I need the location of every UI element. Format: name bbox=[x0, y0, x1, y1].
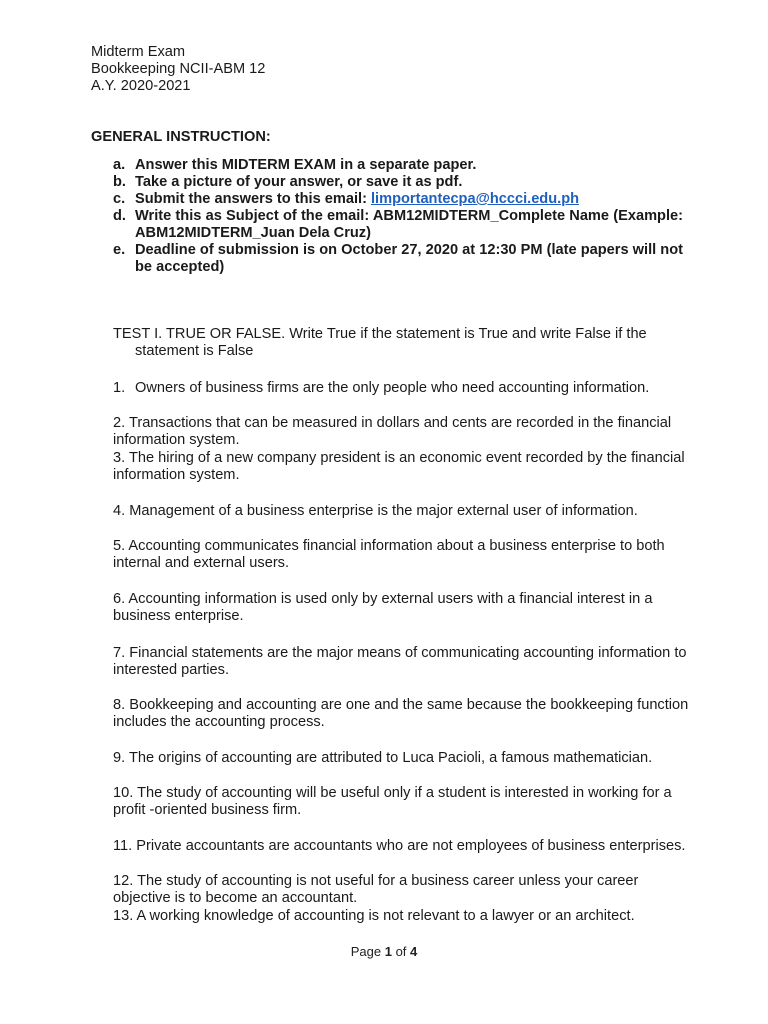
instruction-item bbox=[113, 191, 683, 208]
page-number: 1 bbox=[384, 944, 392, 959]
question-item: 7. Financial statements are the major means of communicating accounting information to interested parties. bbox=[113, 645, 687, 678]
instruction-marker: a. bbox=[113, 157, 126, 173]
question-item: 11. Private accountants are accountants who are not employees of business enterprises. bbox=[113, 838, 686, 854]
instruction-marker: c. bbox=[113, 191, 126, 207]
page-footer bbox=[0, 943, 768, 960]
question-item: 5. Accounting communicates financial information about a business enterprise to both internal and external users. bbox=[113, 538, 665, 571]
document-header bbox=[91, 44, 265, 95]
question-item: 10. The study of accounting will be useful only if a student is interested in working for a profit -oriented business firm. bbox=[113, 785, 672, 818]
page-word: Page bbox=[350, 944, 385, 959]
question-item: 8. Bookkeeping and accounting are one and the same because the bookkeeping function includes the accounting process. bbox=[113, 697, 689, 730]
question-item bbox=[113, 380, 715, 397]
instruction-marker: b. bbox=[113, 174, 126, 190]
test-heading-line: TEST I. TRUE OR FALSE. Write True if the statement is True and write False if the bbox=[113, 326, 647, 342]
instruction-text: Submit the answers to this email: bbox=[135, 191, 371, 207]
page-total: 4 bbox=[410, 944, 418, 959]
question-item: 12. The study of accounting is not useful for a business career unless your career objective is to become an accountant. bbox=[113, 873, 639, 906]
test-heading-line: statement is False bbox=[135, 343, 254, 359]
instruction-marker: d. bbox=[113, 208, 126, 224]
question-item: 3. The hiring of a new company president is an economic event recorded by the financial information system. bbox=[113, 450, 685, 483]
instruction-item bbox=[113, 208, 683, 242]
instruction-item bbox=[113, 174, 683, 191]
instruction-item bbox=[113, 157, 683, 174]
question-item: 4. Management of a business enterprise is the major external user of information. bbox=[113, 503, 638, 519]
of-word: of bbox=[391, 944, 411, 959]
course-name: Bookkeeping NCII-ABM 12 bbox=[91, 61, 266, 77]
email-link[interactable]: limportantecpa@hccci.edu.ph bbox=[370, 191, 580, 207]
instruction-list bbox=[113, 157, 683, 276]
instruction-text: Take a picture of your answer, or save it as pdf. bbox=[135, 174, 463, 190]
exam-title: Midterm Exam bbox=[91, 44, 186, 60]
instruction-text: Write this as Subject of the email: ABM12MIDTERM_Complete Name (Example: ABM12MIDTERM_Juan Dela Cruz) bbox=[135, 208, 683, 241]
general-instruction-title: GENERAL INSTRUCTION: bbox=[91, 129, 271, 145]
instruction-text-with-email bbox=[135, 191, 683, 208]
question-item: 13. A working knowledge of accounting is not relevant to a lawyer or an architect. bbox=[113, 908, 635, 924]
instruction-marker: e. bbox=[113, 242, 126, 258]
question-item: 2. Transactions that can be measured in dollars and cents are recorded in the financial information system. bbox=[113, 415, 672, 448]
test-heading bbox=[113, 326, 683, 360]
question-marker: 1. bbox=[113, 380, 126, 396]
question-text: Owners of business firms are the only people who need accounting information. bbox=[135, 380, 650, 396]
instruction-text: Answer this MIDTERM EXAM in a separate paper. bbox=[135, 157, 477, 173]
question-item: 9. The origins of accounting are attributed to Luca Pacioli, a famous mathematician. bbox=[113, 750, 653, 766]
academic-year: A.Y. 2020-2021 bbox=[91, 78, 191, 94]
instruction-text: Deadline of submission is on October 27, 2020 at 12:30 PM (late papers will not be accepted) bbox=[135, 242, 683, 275]
question-item: 6. Accounting information is used only by external users with a financial interest in a business enterprise. bbox=[113, 591, 653, 624]
instruction-item bbox=[113, 242, 683, 276]
